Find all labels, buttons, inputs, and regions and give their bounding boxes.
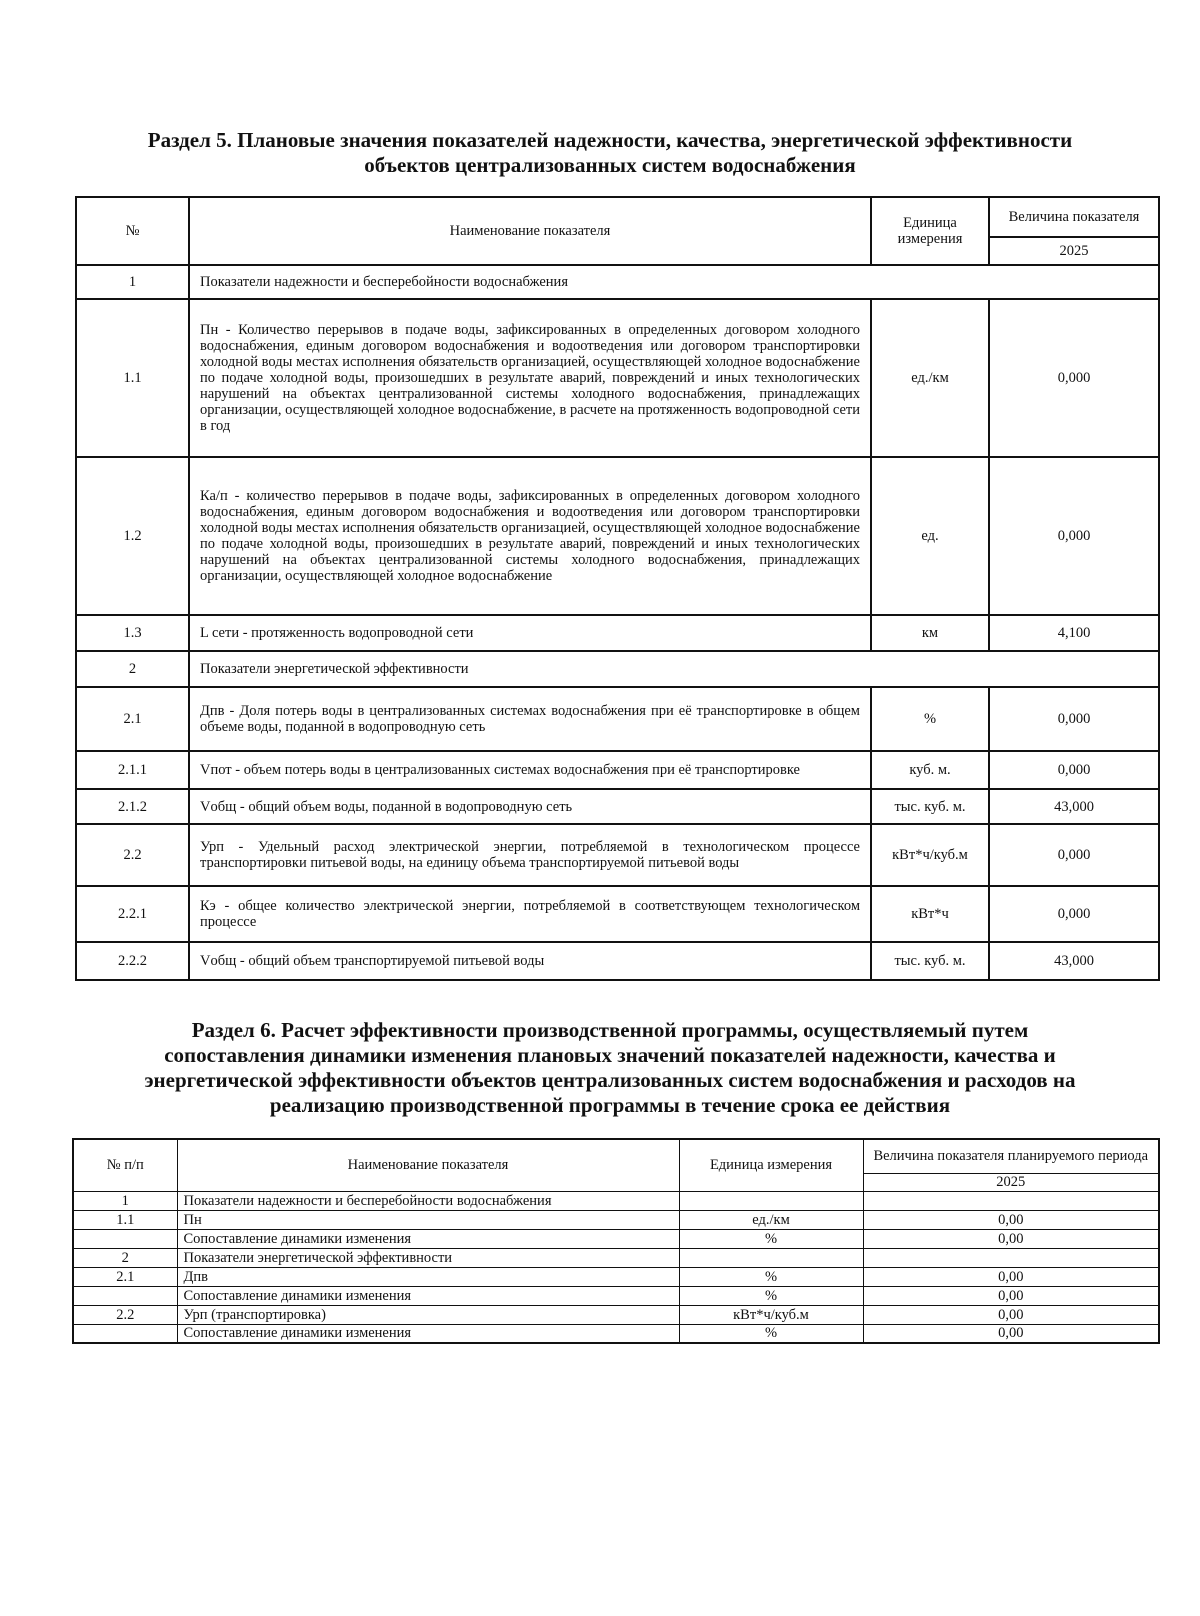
row-value: 0,000	[989, 751, 1159, 789]
row-unit: тыс. куб. м.	[871, 789, 989, 824]
row-unit: %	[679, 1286, 863, 1305]
row-name: Дпв	[177, 1267, 679, 1286]
row-value: 0,000	[989, 457, 1159, 615]
section6-title-line1: Раздел 6. Расчет эффективности производственной программы, осуществляемый путем	[191, 1018, 1029, 1042]
row-unit: кВт*ч/куб.м	[679, 1305, 863, 1324]
row-num	[73, 1229, 177, 1248]
table-row	[76, 789, 1159, 824]
row-unit: км	[871, 615, 989, 651]
row-name: Сопоставление динамики изменения	[177, 1286, 679, 1305]
row-unit: кВт*ч/куб.м	[871, 824, 989, 886]
row-value: 43,000	[989, 942, 1159, 980]
row-value: 0,00	[863, 1229, 1159, 1248]
row-num	[73, 1324, 177, 1343]
row-name: Ка/п - количество перерывов в подаче воды, зафиксированных в определенных договором холодного водоснабжения, единым договором водоснабжения и водоотведения или договором транспортировки холодной воды местах исполнения обязательств организацией, осуществляющей холодное водоснабжение по подаче холодной воды, произошедших в результате аварий, повреждений и иных технологических нарушений на объектах централизованной системы холодного водоснабжения, принадлежащих организации, осуществляющей холодное водоснабжение	[189, 457, 871, 615]
header-name: Наименование показателя	[177, 1139, 679, 1191]
table-row	[76, 886, 1159, 942]
row-num: 2.1.1	[76, 751, 189, 789]
row-name: Сопоставление динамики изменения	[177, 1229, 679, 1248]
row-num	[73, 1286, 177, 1305]
table-row	[76, 651, 1159, 687]
row-name: Показатели энергетической эффективности	[177, 1248, 679, 1267]
row-num: 1.1	[73, 1210, 177, 1229]
row-num: 2	[73, 1248, 177, 1267]
row-value	[863, 1248, 1159, 1267]
header-unit: Единица измерения	[679, 1139, 863, 1191]
row-num: 2	[76, 651, 189, 687]
row-name: Сопоставление динамики изменения	[177, 1324, 679, 1343]
table-row	[76, 824, 1159, 886]
section6-title-line3: энергетической эффективности объектов централизованных систем водоснабжения и расходов на	[144, 1068, 1076, 1092]
row-value: 43,000	[989, 789, 1159, 824]
row-name: Vобщ - общий объем транспортируемой питьевой воды	[189, 942, 871, 980]
table-row	[73, 1286, 1159, 1305]
row-unit: %	[679, 1267, 863, 1286]
section6-title	[60, 1018, 1160, 1118]
row-num: 1	[76, 265, 189, 299]
section5-title-line1: Раздел 5. Плановые значения показателей надежности, качества, энергетической эффективности	[147, 128, 1073, 152]
row-num: 2.2.1	[76, 886, 189, 942]
table-row	[76, 687, 1159, 751]
row-unit: ед./км	[871, 299, 989, 457]
row-name: L сети - протяженность водопроводной сети	[189, 615, 871, 651]
table-row	[76, 457, 1159, 615]
row-num: 1.3	[76, 615, 189, 651]
row-num: 1	[73, 1191, 177, 1210]
row-unit: %	[679, 1229, 863, 1248]
row-num: 2.1	[73, 1267, 177, 1286]
row-num: 1.2	[76, 457, 189, 615]
row-num: 2.2	[73, 1305, 177, 1324]
row-unit: %	[871, 687, 989, 751]
row-unit	[679, 1248, 863, 1267]
table-row	[73, 1324, 1159, 1343]
row-value: 4,100	[989, 615, 1159, 651]
row-unit: ед.	[871, 457, 989, 615]
row-name: Дпв - Доля потерь воды в централизованных системах водоснабжения при её транспортировке в общем объеме воды, поданной в водопроводную сеть	[189, 687, 871, 751]
section6-title-line4: реализацию производственной программы в течение срока ее действия	[269, 1093, 951, 1117]
header-year: 2025	[989, 237, 1159, 265]
row-name: Кэ - общее количество электрической энергии, потребляемой в соответствующем технологическом процессе	[189, 886, 871, 942]
row-name: Vобщ - общий объем воды, поданной в водопроводную сеть	[189, 789, 871, 824]
table-row	[73, 1191, 1159, 1210]
row-name: Vпот - объем потерь воды в централизованных системах водоснабжения при её транспортировке	[189, 751, 871, 789]
row-value: 0,000	[989, 886, 1159, 942]
table-row	[73, 1229, 1159, 1248]
row-name: Показатели энергетической эффективности	[189, 651, 1159, 687]
row-value: 0,00	[863, 1286, 1159, 1305]
section6-title-line2: сопоставления динамики изменения плановых значений показателей надежности, качества и	[164, 1043, 1056, 1067]
row-value: 0,000	[989, 299, 1159, 457]
header-name: Наименование показателя	[189, 197, 871, 265]
row-name: Урп - Удельный расход электрической энергии, потребляемой в технологическом процессе транспортировки питьевой воды, на единицу объема транспортируемой питьевой воды	[189, 824, 871, 886]
header-value: Величина показателя	[989, 197, 1159, 237]
row-name: Показатели надежности и бесперебойности водоснабжения	[177, 1191, 679, 1210]
row-name: Пн - Количество перерывов в подаче воды, зафиксированных в определенных договором холодного водоснабжения, единым договором водоснабжения и водоотведения или договором транспортировки холодной воды местах исполнения обязательств организацией, осуществляющей холодное водоснабжение по подаче холодной воды, произошедших в результате аварий, повреждений и иных технологических нарушений на объектах централизованной системы холодного водоснабжения, принадлежащих организации, осуществляющей холодное водоснабжение, в расчете на протяженность водопроводной сети в год	[189, 299, 871, 457]
table-row	[76, 942, 1159, 980]
row-unit: кВт*ч	[871, 886, 989, 942]
table-row	[76, 751, 1159, 789]
table-row	[73, 1267, 1159, 1286]
row-value: 0,000	[989, 687, 1159, 751]
row-num: 2.1.2	[76, 789, 189, 824]
section5-table	[75, 196, 1160, 981]
header-num: № п/п	[73, 1139, 177, 1191]
row-num: 1.1	[76, 299, 189, 457]
section6-table	[72, 1138, 1160, 1344]
row-unit: %	[679, 1324, 863, 1343]
row-unit: ед./км	[679, 1210, 863, 1229]
table-row	[73, 1210, 1159, 1229]
row-value: 0,00	[863, 1324, 1159, 1343]
section5-title-line2: объектов централизованных систем водоснабжения	[364, 153, 856, 177]
row-name: Урп (транспортировка)	[177, 1305, 679, 1324]
row-num: 2.1	[76, 687, 189, 751]
table-row	[73, 1305, 1159, 1324]
row-value	[863, 1191, 1159, 1210]
row-value: 0,000	[989, 824, 1159, 886]
row-unit: куб. м.	[871, 751, 989, 789]
row-unit: тыс. куб. м.	[871, 942, 989, 980]
row-value: 0,00	[863, 1305, 1159, 1324]
row-name: Показатели надежности и бесперебойности водоснабжения	[189, 265, 1159, 299]
table-row	[76, 615, 1159, 651]
row-num: 2.2.2	[76, 942, 189, 980]
header-value: Величина показателя планируемого периода	[863, 1139, 1159, 1173]
table-row	[73, 1248, 1159, 1267]
header-num: №	[76, 197, 189, 265]
row-num: 2.2	[76, 824, 189, 886]
header-unit: Единица измерения	[871, 197, 989, 265]
row-value: 0,00	[863, 1267, 1159, 1286]
header-year: 2025	[863, 1173, 1159, 1191]
section5-title	[70, 128, 1150, 178]
row-value: 0,00	[863, 1210, 1159, 1229]
table-row	[76, 299, 1159, 457]
table-row	[76, 265, 1159, 299]
row-unit	[679, 1191, 863, 1210]
row-name: Пн	[177, 1210, 679, 1229]
